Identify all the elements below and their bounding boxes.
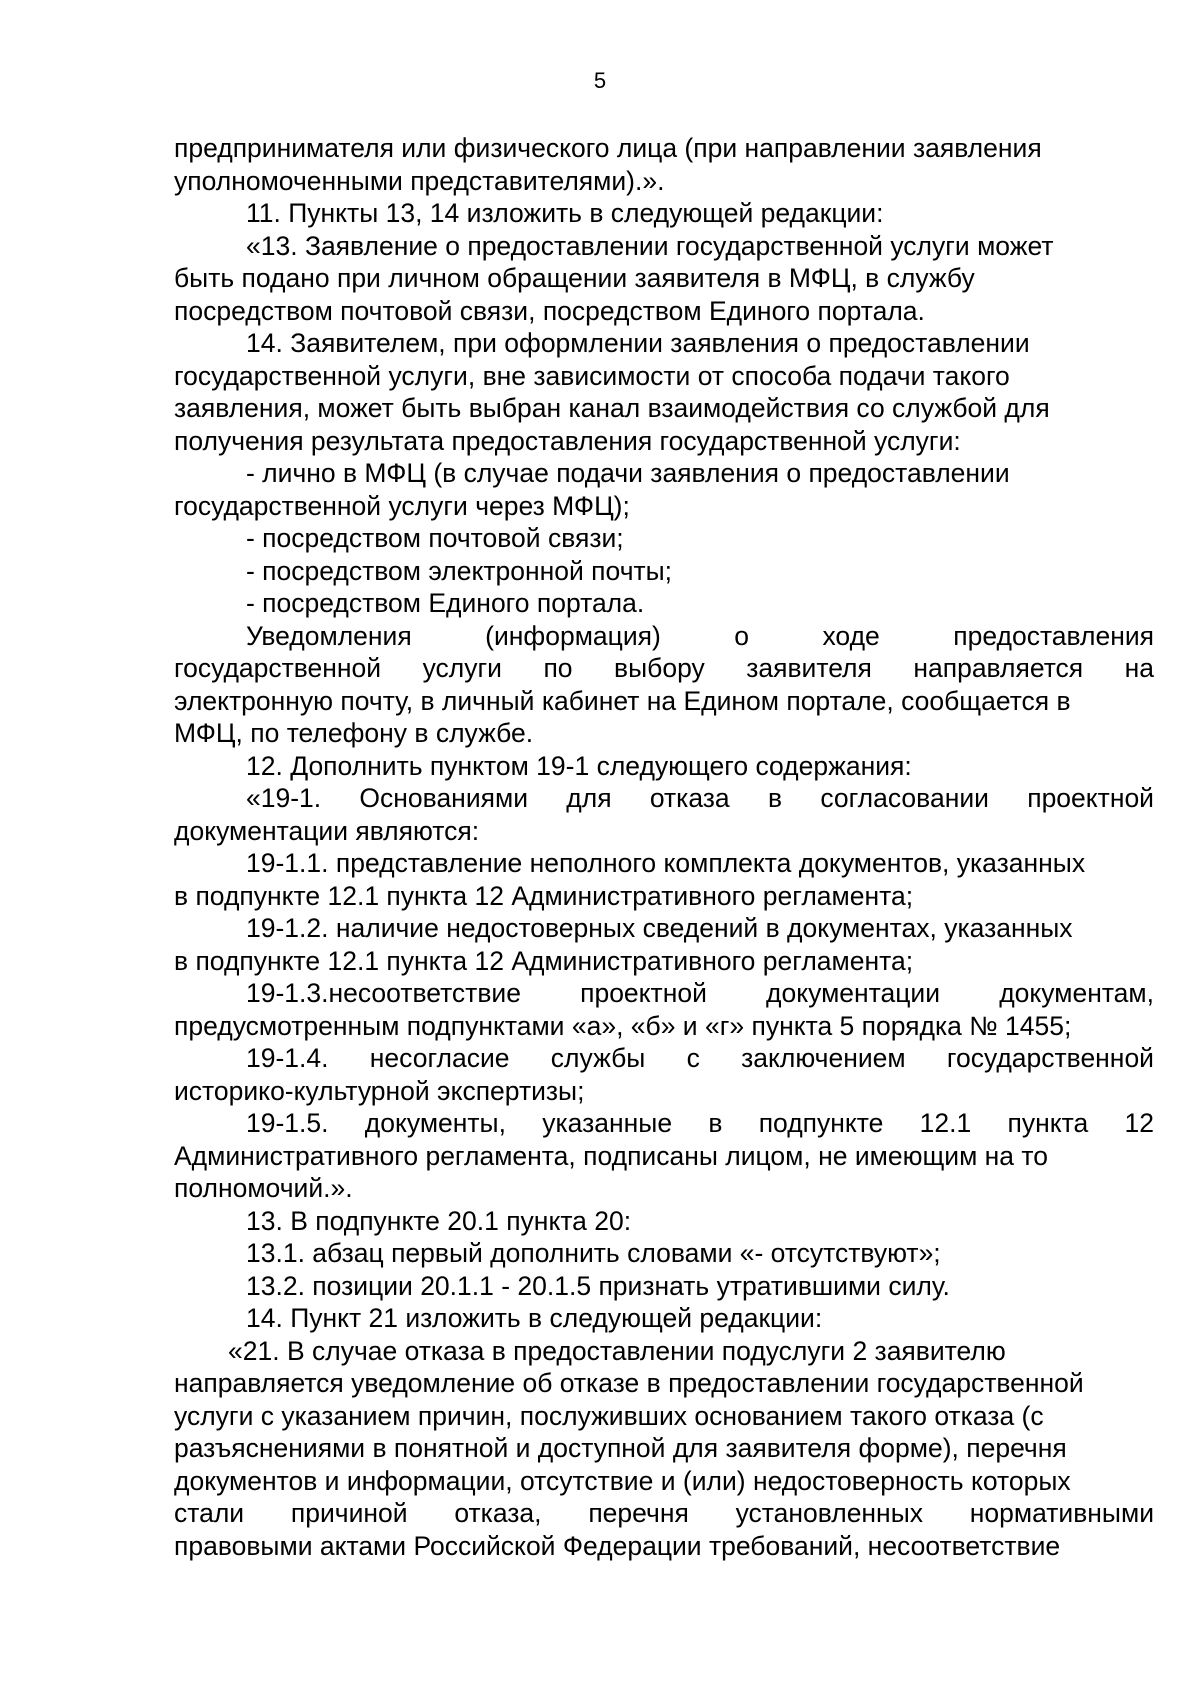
text-line: разъяснениями в понятной и доступной для заявителя форме), перечня bbox=[174, 1433, 1067, 1463]
text-line: - посредством Единого портала. bbox=[246, 588, 645, 618]
text-line: - посредством почтовой связи; bbox=[246, 523, 624, 553]
text-line: 11. Пункты 13, 14 изложить в следующей редакции: bbox=[246, 198, 884, 228]
text-line: историко-культурной экспертизы; bbox=[174, 1075, 585, 1106]
text-line: «21. В случае отказа в предоставлении подуслуги 2 заявителю bbox=[228, 1335, 1006, 1366]
text-line: документов и информации, отсутствие и (или) недостоверность которых bbox=[174, 1465, 1071, 1496]
text-line: государственной услуги по выбору заявителя направляется на bbox=[174, 653, 1154, 683]
text-line: Уведомления (информация) о ходе предоставления bbox=[246, 620, 1154, 651]
document-body bbox=[174, 132, 1154, 1562]
text-line: 13. В подпункте 20.1 пункта 20: bbox=[246, 1205, 632, 1236]
text-line: Административного регламента, подписаны лицом, не имеющим на то bbox=[174, 1140, 1048, 1171]
text-line: электронную почту, в личный кабинет на Едином портале, сообщается в bbox=[174, 685, 1071, 716]
text-line: МФЦ, по телефону в службе. bbox=[174, 718, 534, 748]
text-line: «13. Заявление о предоставлении государственной услуги может bbox=[246, 230, 1054, 261]
text-line: - лично в МФЦ (в случае подачи заявления о предоставлении bbox=[246, 458, 1010, 488]
text-line: 19-1.4. несогласие службы с заключением государственной bbox=[246, 1043, 1154, 1073]
text-line: в подпункте 12.1 пункта 12 Административного регламента; bbox=[174, 945, 914, 976]
text-line: предусмотренным подпунктами «а», «б» и «г» пункта 5 порядка № 1455; bbox=[174, 1010, 1072, 1041]
text-line: 19-1.5. документы, указанные в подпункте 12.1 пункта 12 bbox=[246, 1108, 1154, 1138]
text-line: услуги с указанием причин, послуживших основанием такого отказа (с bbox=[174, 1400, 1044, 1431]
text-line: 12. Дополнить пунктом 19-1 следующего содержания: bbox=[246, 750, 912, 781]
text-line: быть подано при личном обращении заявителя в МФЦ, в службу bbox=[174, 263, 975, 293]
page-number: 5 bbox=[593, 68, 607, 93]
text-line: документации являются: bbox=[174, 815, 480, 846]
text-line: 14. Пункт 21 изложить в следующей редакции: bbox=[246, 1303, 823, 1333]
text-line: посредством почтовой связи, посредством Единого портала. bbox=[174, 295, 925, 326]
text-line: получения результата предоставления государственной услуги: bbox=[174, 425, 961, 456]
text-line: уполномоченными представителями).». bbox=[174, 165, 665, 196]
text-line: направляется уведомление об отказе в предоставлении государственной bbox=[174, 1368, 1084, 1398]
text-line: заявления, может быть выбран канал взаимодействия со службой для bbox=[174, 393, 1050, 423]
text-line: 19-1.3.несоответствие проектной документации документам, bbox=[246, 978, 1154, 1008]
text-line: правовыми актами Российской Федерации требований, несоответствие bbox=[174, 1530, 1061, 1561]
text-line: государственной услуги через МФЦ); bbox=[174, 490, 630, 521]
text-line: в подпункте 12.1 пункта 12 Административного регламента; bbox=[174, 880, 914, 911]
text-line: - посредством электронной почты; bbox=[246, 555, 673, 586]
text-line: стали причиной отказа, перечня установленных нормативными bbox=[174, 1498, 1154, 1528]
text-line: 19-1.1. представление неполного комплекта документов, указанных bbox=[246, 848, 1086, 878]
text-line: «19-1. Основаниями для отказа в согласовании проектной bbox=[246, 783, 1154, 813]
text-line: предпринимателя или физического лица (при направлении заявления bbox=[174, 133, 1042, 163]
text-line: полномочий.». bbox=[174, 1173, 353, 1203]
text-line: 13.2. позиции 20.1.1 - 20.1.5 признать утратившими силу. bbox=[246, 1270, 950, 1301]
text-line: 13.1. абзац первый дополнить словами «- отсутствуют»; bbox=[246, 1238, 941, 1268]
text-line: 14. Заявителем, при оформлении заявления о предоставлении bbox=[246, 328, 1030, 358]
text-line: государственной услуги, вне зависимости от способа подачи такого bbox=[174, 360, 1010, 391]
text-line: 19-1.2. наличие недостоверных сведений в документах, указанных bbox=[246, 913, 1073, 943]
